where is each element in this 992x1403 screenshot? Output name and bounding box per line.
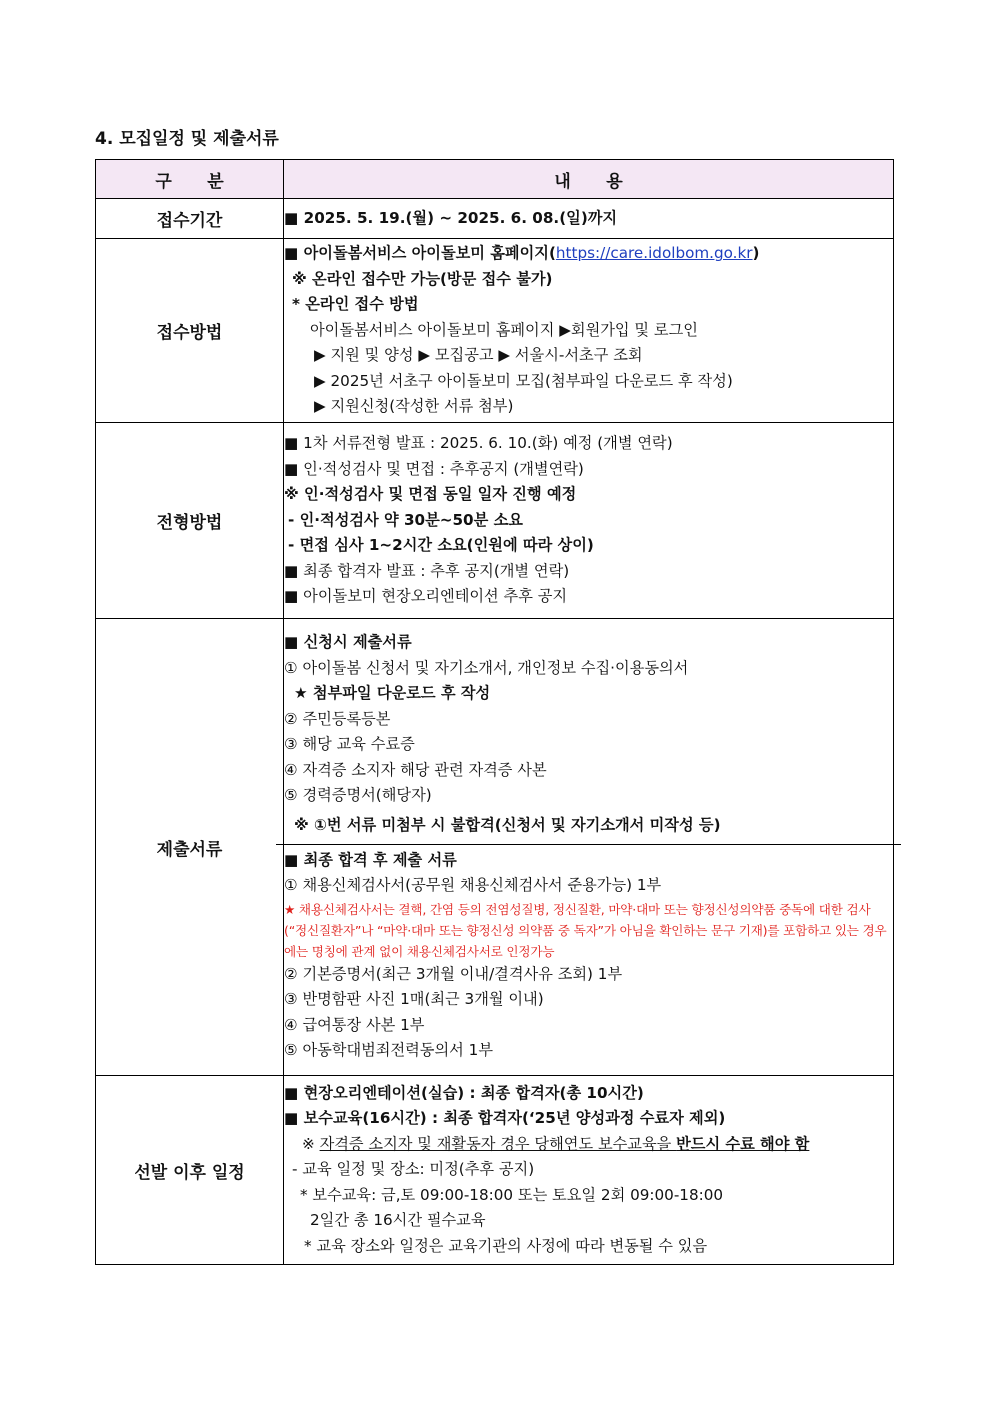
method-line-6: ▶ 2025년 서초구 아이돌보미 모집(첨부파일 다운로드 후 작성) (314, 371, 733, 390)
after-line-1: ■ 현장오리엔테이션(실습) : 최종 합격자(총 10시간) (284, 1083, 644, 1102)
after-line-4: - 교육 일정 및 장소: 미정(추후 공지) (292, 1160, 535, 1179)
selection-line-1: ■ 1차 서류전형 발표 : 2025. 6. 10.(화) 예정 (개별 연락) (284, 434, 673, 453)
docs-final-red-note: ★ 채용신체검사서는 결핵, 간염 등의 전염성질병, 정신질환, 마약·대마 또는 향정신성의약품 중독에 대한 검사(“정신질환자”나 “마약·대마 또는 향정신성 의약품 중 독자”가 아님을 확인하는 문구 기재)를 포함하고 있는 경우에는 명칭에 관계 없이 채용신체검사서로 인정가능 (284, 901, 887, 959)
selection-content (284, 423, 894, 619)
after-line-3-mark: ※ (302, 1134, 320, 1153)
documents-label: 제출서류 (96, 619, 284, 1076)
docs-apply-2: ② 주민등록등본 (284, 709, 391, 728)
after-label: 선발 이후 일정 (96, 1076, 284, 1265)
row-period (96, 199, 894, 239)
row-method (96, 239, 894, 423)
docs-apply-title: ■ 신청시 제출서류 (284, 633, 412, 652)
method-line-2: ※ 온라인 접수만 가능(방문 접수 불가) (292, 269, 553, 288)
section-title: 4. 모집일정 및 제출서류 (95, 129, 279, 149)
after-line-2: ■ 보수교육(16시간) : 최종 합격자(‘25년 양성과정 수료자 제외) (284, 1109, 726, 1128)
row-after (96, 1076, 894, 1265)
method-label: 접수방법 (96, 239, 284, 423)
docs-apply-3: ③ 해당 교육 수료증 (284, 735, 415, 754)
selection-label: 전형방법 (96, 423, 284, 619)
docs-final-2: ② 기본증명서(최근 3개월 이내/결격사유 조회) 1부 (284, 964, 623, 983)
docs-final-3: ③ 반명함판 사진 1매(최근 3개월 이내) (284, 990, 544, 1009)
after-content (284, 1076, 894, 1265)
docs-final-5: ⑤ 아동학대범죄전력동의서 1부 (284, 1041, 493, 1060)
method-line-4: 아이돌봄서비스 아이돌보미 홈페이지 ▶회원가입 및 로그인 (310, 320, 698, 339)
period-text: ■ 2025. 5. 19.(월) ~ 2025. 6. 08.(일)까지 (284, 208, 618, 227)
selection-line-4: - 인·적성검사 약 30분~50분 소요 (288, 510, 523, 529)
period-content (284, 199, 894, 239)
table-header-row (96, 160, 894, 199)
method-line-1-text: ■ 아이돌봄서비스 아이돌보미 홈페이지( (284, 244, 556, 263)
row-documents (96, 619, 894, 1076)
documents-content (284, 619, 894, 1076)
method-line-1-suffix: ) (752, 244, 760, 263)
docs-final-1: ① 채용신체검사서(공무원 채용신체검사서 준용가능) 1부 (284, 876, 662, 895)
header-content: 내 용 (284, 160, 894, 199)
docs-apply-4: ④ 자격증 소지자 해당 관련 자격증 사본 (284, 760, 547, 779)
selection-line-5: - 면접 심사 1~2시간 소요(인원에 따라 상이) (288, 536, 594, 555)
method-content (284, 239, 894, 423)
selection-line-3: ※ 인·적성검사 및 면접 동일 일자 진행 예정 (284, 485, 577, 504)
method-line-1 (284, 241, 893, 267)
after-line-6: 2일간 총 16시간 필수교육 (310, 1211, 486, 1230)
docs-apply-note: ※ ①번 서류 미첨부 시 불합격(신청서 및 자기소개서 미작성 등) (294, 815, 721, 834)
after-line-3-text: 자격증 소지자 및 재활동자 경우 당해연도 보수교육을 (319, 1134, 677, 1153)
homepage-link[interactable]: https://care.idolbom.go.kr (555, 244, 753, 263)
header-category: 구 분 (96, 160, 284, 199)
after-line-7: * 교육 장소와 일정은 교육기관의 사정에 따라 변동될 수 있음 (304, 1236, 708, 1255)
docs-apply-star: ★ 첨부파일 다운로드 후 작성 (294, 684, 491, 703)
docs-final-4: ④ 급여통장 사본 1부 (284, 1015, 425, 1034)
selection-line-7: ■ 아이돌보미 현장오리엔테이션 추후 공지 (284, 587, 568, 606)
row-selection (96, 423, 894, 619)
after-line-3 (284, 1132, 893, 1158)
docs-final-title: ■ 최종 합격 후 제출 서류 (284, 850, 457, 869)
after-line-3-emphasis: 반드시 수료 해야 함 (676, 1134, 810, 1153)
method-line-7: ▶ 지원신청(작성한 서류 첨부) (314, 397, 514, 416)
method-line-5: ▶ 지원 및 양성 ▶ 모집공고 ▶ 서울시-서초구 조회 (314, 346, 643, 365)
docs-final-section (276, 844, 901, 1064)
period-label: 접수기간 (96, 199, 284, 239)
recruitment-table (95, 159, 894, 1265)
method-line-3: * 온라인 접수 방법 (292, 295, 419, 314)
after-line-5: * 보수교육: 금,토 09:00-18:00 또는 토요일 2회 09:00-18:00 (300, 1185, 724, 1204)
docs-apply-5: ⑤ 경력증명서(해당자) (284, 786, 432, 805)
selection-line-6: ■ 최종 합격자 발표 : 추후 공지(개별 연락) (284, 561, 570, 580)
docs-apply-1: ① 아이돌봄 신청서 및 자기소개서, 개인정보 수집·이용동의서 (284, 658, 689, 677)
selection-line-2: ■ 인·적성검사 및 면접 : 추후공지 (개별연락) (284, 459, 584, 478)
